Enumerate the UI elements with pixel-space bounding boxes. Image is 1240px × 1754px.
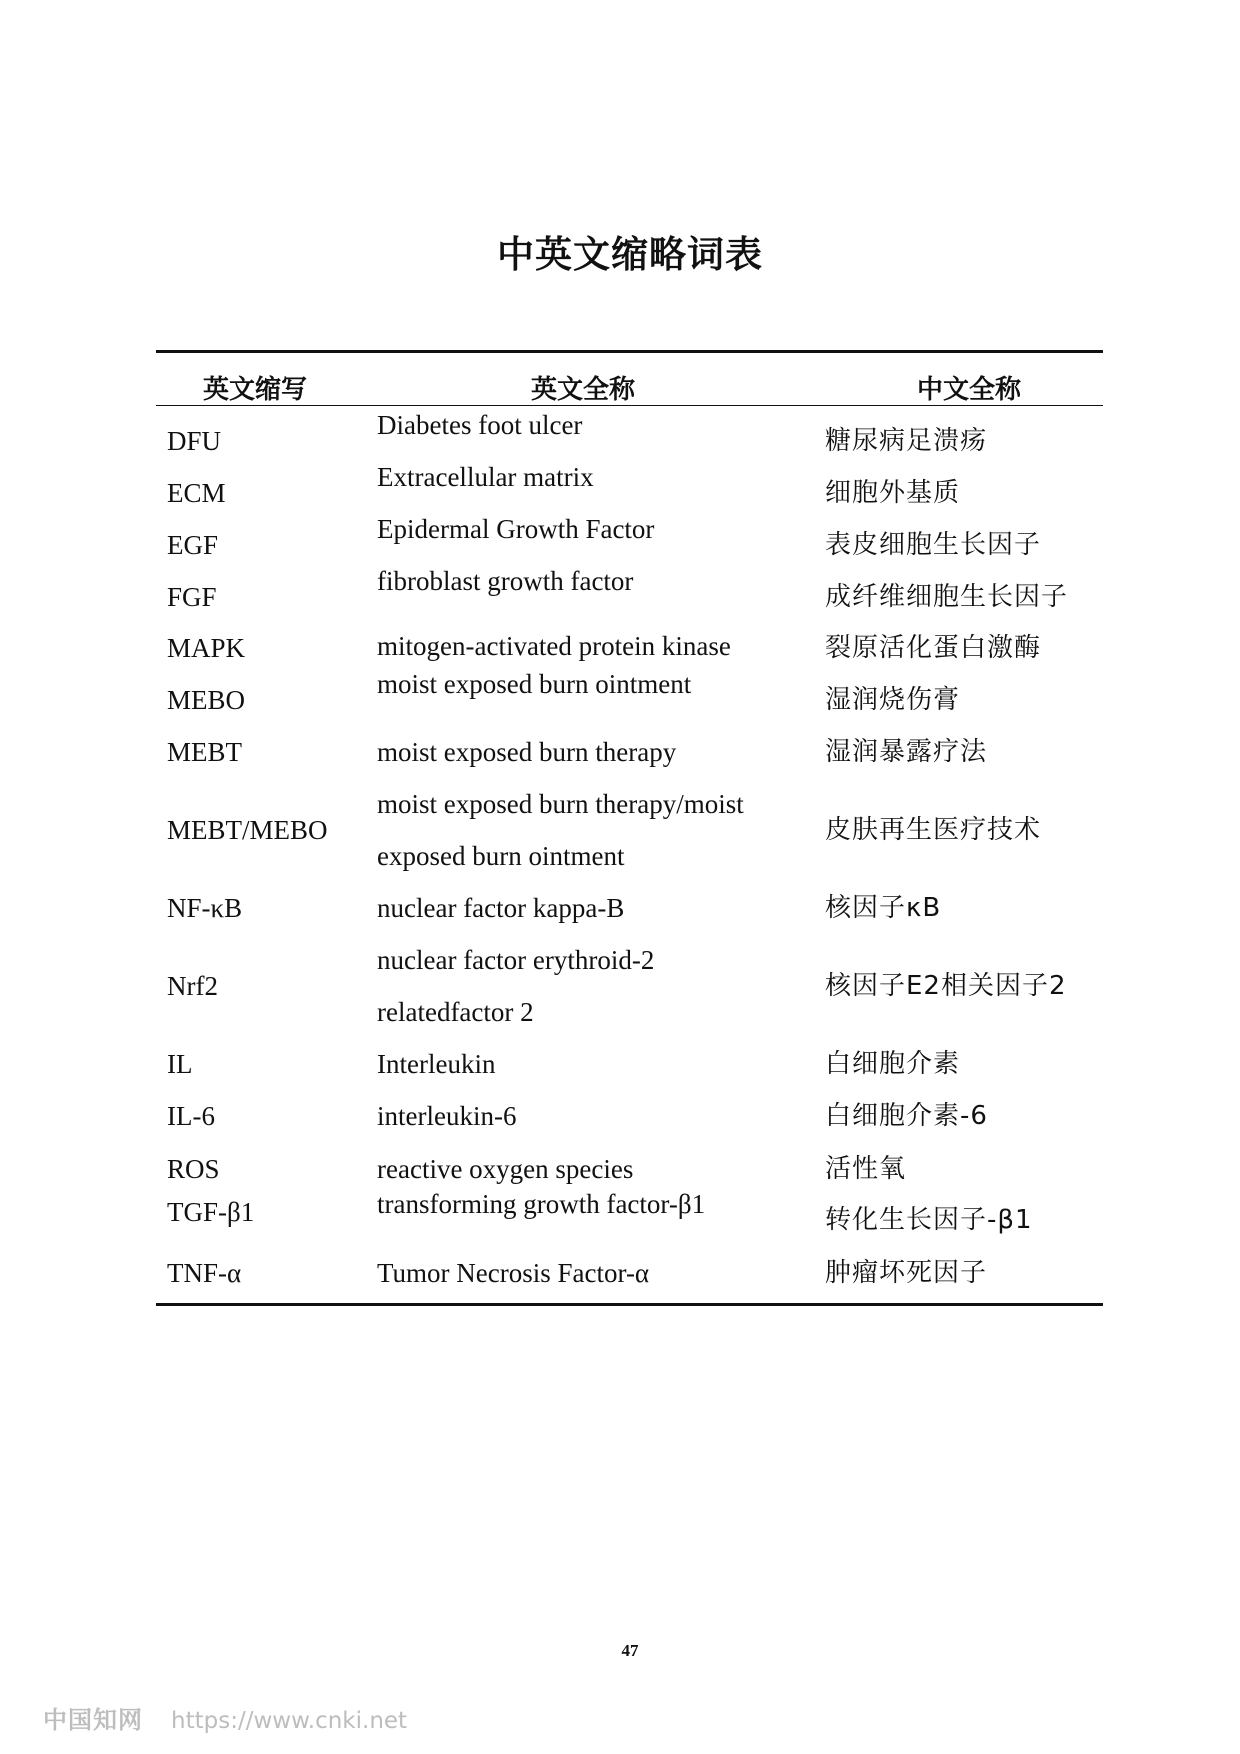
english-cell: transforming growth factor-β1 bbox=[377, 1189, 706, 1219]
english-cell-continuation: relatedfactor 2 bbox=[377, 997, 534, 1027]
chinese-cell: 核因子κB bbox=[825, 893, 942, 923]
chinese-cell: 表皮细胞生长因子 bbox=[825, 530, 1042, 560]
english-cell: fibroblast growth factor bbox=[377, 566, 634, 596]
chinese-cell: 白细胞介素 bbox=[825, 1049, 961, 1079]
abbr-cell: MAPK bbox=[167, 633, 246, 663]
english-cell: moist exposed burn ointment bbox=[377, 669, 692, 699]
chinese-cell: 湿润暴露疗法 bbox=[825, 737, 988, 767]
chinese-cell: 皮肤再生医疗技术 bbox=[825, 815, 1042, 845]
abbreviation-table bbox=[156, 350, 1103, 1306]
abbr-cell: DFU bbox=[167, 426, 222, 456]
chinese-cell: 活性氧 bbox=[825, 1154, 907, 1184]
chinese-cell: 肿瘤坏死因子 bbox=[825, 1258, 988, 1288]
watermark-brand: 中国知网 bbox=[43, 1706, 143, 1734]
abbr-cell: ROS bbox=[167, 1154, 220, 1184]
chinese-cell: 细胞外基质 bbox=[825, 478, 961, 508]
watermark-url: https://www.cnki.net bbox=[171, 1708, 408, 1734]
abbr-cell: NF-κB bbox=[167, 893, 243, 923]
abbr-cell: IL bbox=[167, 1049, 193, 1079]
english-cell: nuclear factor erythroid-2 bbox=[377, 945, 655, 975]
english-cell: Tumor Necrosis Factor-α bbox=[377, 1258, 650, 1288]
english-cell: Epidermal Growth Factor bbox=[377, 514, 655, 544]
english-cell: interleukin-6 bbox=[377, 1101, 517, 1131]
abbr-cell: TNF-α bbox=[167, 1258, 242, 1288]
abbr-cell: EGF bbox=[167, 530, 219, 560]
header-abbreviation: 英文缩写 bbox=[203, 375, 308, 405]
chinese-cell: 核因子E2相关因子2 bbox=[825, 971, 1067, 1001]
table-header bbox=[156, 353, 1103, 406]
abbr-cell: ECM bbox=[167, 478, 226, 508]
header-english-full-name: 英文全称 bbox=[531, 375, 636, 405]
chinese-cell: 裂原活化蛋白激酶 bbox=[825, 633, 1042, 663]
page-number: 47 bbox=[621, 1641, 639, 1660]
abbr-cell: MEBT bbox=[167, 737, 243, 767]
abbr-cell: TGF-β1 bbox=[167, 1197, 255, 1227]
english-cell: reactive oxygen species bbox=[377, 1154, 634, 1184]
cnki-watermark bbox=[43, 1700, 407, 1735]
chinese-cell: 糖尿病足溃疡 bbox=[825, 426, 988, 456]
page-title: 中英文缩略词表 bbox=[497, 233, 763, 276]
chinese-cell: 成纤维细胞生长因子 bbox=[825, 582, 1069, 612]
english-cell: Extracellular matrix bbox=[377, 462, 594, 492]
chinese-cell: 白细胞介素-6 bbox=[825, 1101, 988, 1131]
english-cell: nuclear factor kappa-B bbox=[377, 893, 625, 923]
table-body bbox=[156, 406, 1103, 1303]
english-cell-continuation: exposed burn ointment bbox=[377, 841, 625, 871]
english-cell: moist exposed burn therapy/moist bbox=[377, 789, 744, 819]
header-chinese-full-name: 中文全称 bbox=[917, 375, 1022, 405]
english-cell: moist exposed burn therapy bbox=[377, 737, 677, 767]
chinese-cell: 湿润烧伤膏 bbox=[825, 685, 961, 715]
chinese-cell: 转化生长因子-β1 bbox=[825, 1205, 1033, 1235]
abbr-cell: FGF bbox=[167, 582, 217, 612]
abbr-cell: IL-6 bbox=[167, 1101, 215, 1131]
english-cell: mitogen-activated protein kinase bbox=[377, 631, 731, 661]
abbr-cell: MEBT/MEBO bbox=[167, 815, 328, 845]
abbr-cell: Nrf2 bbox=[167, 971, 218, 1001]
abbr-cell: MEBO bbox=[167, 685, 246, 715]
english-cell: Diabetes foot ulcer bbox=[377, 410, 583, 440]
english-cell: Interleukin bbox=[377, 1049, 496, 1079]
